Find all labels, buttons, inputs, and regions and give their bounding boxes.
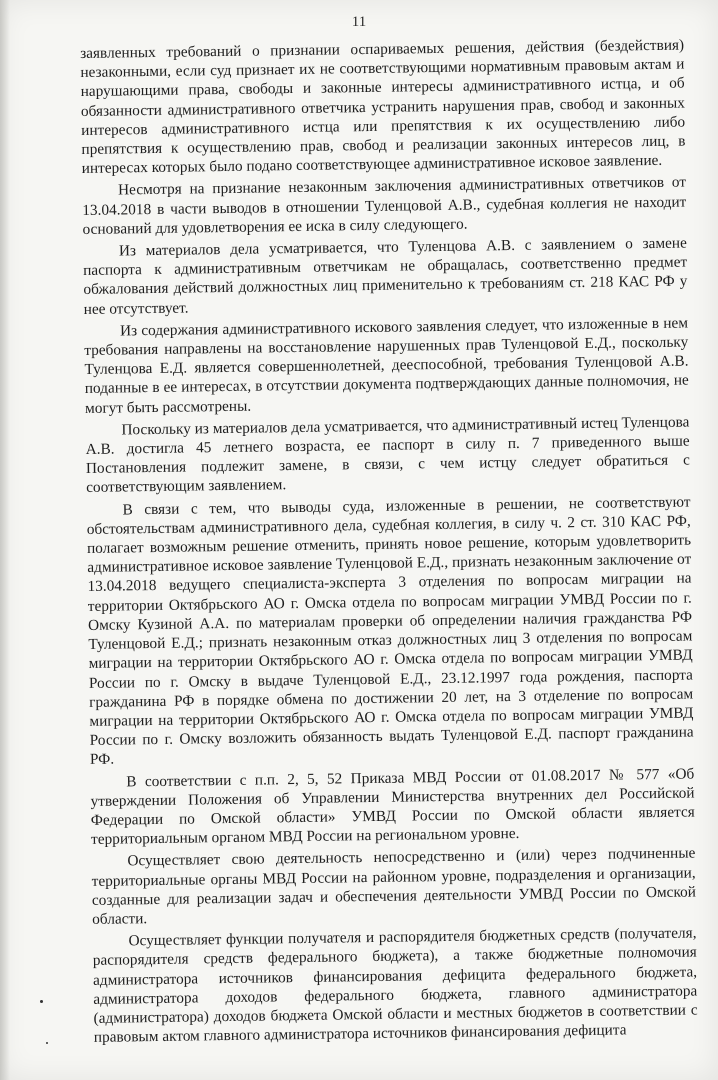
paragraph-5: Поскольку из материалов дела усматривается, что административный истец Туленцова А.В. достигла 45 летнего возраста, ее паспорт в силу п. 7 приведенного выше Постановления подлежит замене, в связи, с чем истцу следует обратиться с соответствующим заявлением.: [85, 413, 690, 497]
paragraph-1: заявленных требований о признании оспариваемых решения, действия (бездействия) незаконными, если суд признает их не соответствующими нормативным правовым актам и нарушающими права, свободы и законные интересы административного истца, и об обязанности административного ответчика устранить нарушения прав, свобод и законных интересов административного истца или препятствия к их осуществлению либо препятствия к осуществлению прав, свобод и реализации законных интересов лиц, в интересах которых было подано соответствующее административное исковое заявление.: [80, 36, 686, 178]
page-number: 11: [351, 14, 367, 30]
document-body: [80, 36, 698, 1051]
paragraph-9: Осуществляет функции получателя и распорядителя бюджетных средств (получателя, распорядителя средств федерального бюджета), а также бюджетные полномочия администратора источников финансирования дефицита федерального бюджета, администратора доходов федерального бюджета, главного администратора (администратора) доходов бюджета Омской области и местных бюджетов в соответствии с правовым актом главного администратора источников финансирования дефицита: [92, 924, 698, 1047]
paragraph-4: Из содержания административного искового заявления следует, что изложенные в нем требования направлены на восстановление нарушенных прав Туленцовой Е.Д., поскольку Туленцова Е.Д. является совершеннолетней, дееспособной, требования Туленцовой А.В. поданные в ее интересах, в отсутствии документа подтверждающих данные полномочия, не могут быть рассмотрены.: [84, 314, 689, 417]
paragraph-6: В связи с тем, что выводы суда, изложенные в решении, не соответствуют обстоятельствам административного дела, судебная коллегия, в силу ч. 2 ст. 310 КАС РФ, полагает возможным решение отменить, принять новое решение, которым удовлетворить административное исковое заявление Туленцовой Е.Д., признать незаконным заключение от 13.04.2018 ведущего специалиста-эксперта 3 отделения по вопросам миграции на территории Октябрьского АО г. Омска отдела по вопросам миграции УМВД России по г. Омску Кузиной А.А. по материалам проверки об определении наличия гражданства РФ Туленцовой Е.Д.; признать незаконным отказ должностных лиц 3 отделения по вопросам миграции на территории Октябрьского АО г. Омска отдела по вопросам миграции УМВД России по г. Омску в выдаче Туленцовой Е.Д., 23.12.1997 года рождения, паспорта гражданина РФ в порядке обмена по достижении 20 лет, на 3 отделение по вопросам миграции на территории Октябрьского АО г. Омска отдела по вопросам миграции УМВД России по г. Омску возложить обязанность выдать Туленцовой Е.Д. паспорт гражданина РФ.: [86, 493, 694, 769]
scan-speck: [40, 1000, 43, 1003]
paragraph-2: Несмотря на признание незаконным заключения административных ответчиков от 13.04.2018 в части выводов в отношении Туленцовой А.В., судебная коллегия не находит оснований для удовлетворения ее иска в силу следующего.: [82, 173, 687, 238]
scan-speck: [46, 1042, 48, 1044]
scan-edge: [0, 0, 10, 1080]
paragraph-3: Из материалов дела усматривается, что Туленцова А.В. с заявлением о замене паспорта к административным ответчикам не обращалась, соответственно предмет обжалования действий должностных лиц применительно к требованиям ст. 218 КАС РФ у нее отсутствует.: [83, 234, 688, 318]
paragraph-8: Осуществляет свою деятельность непосредственно и (или) через подчиненные территориальные органы МВД России на районном уровне, подразделения и организации, созданные для реализации задач и обеспечения деятельности УМВД России по Омской области.: [91, 844, 697, 928]
paragraph-7: В соответствии с п.п. 2, 5, 52 Приказа МВД России от 01.08.2017 № 577 «Об утверждении Положения об Управлении Министерства внутренних дел Российской Федерации по Омской области» УМВД России по Омской области является территориальным органом МВД России на региональном уровне.: [90, 765, 695, 849]
